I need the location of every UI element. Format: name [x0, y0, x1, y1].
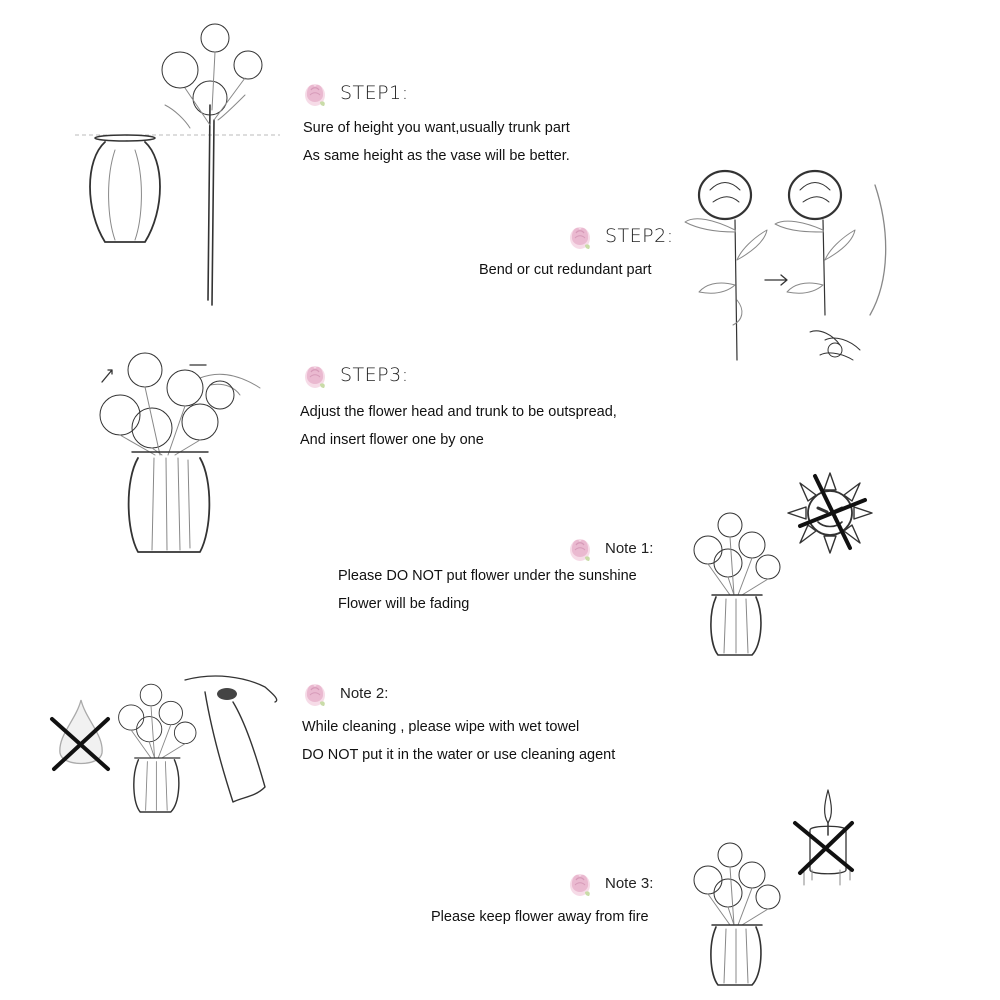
note2-towel-wiping-illustration — [115, 672, 290, 817]
pink-flower-icon — [565, 868, 595, 898]
step2-illustration — [675, 160, 895, 380]
crossed-candle-icon — [790, 785, 865, 895]
step2-text — [479, 256, 652, 284]
note2-title: Note 2: — [340, 684, 389, 702]
step2-heading — [565, 221, 674, 251]
crossed-sun-icon — [780, 468, 880, 558]
crossed-water-drop-icon — [48, 695, 118, 775]
note2-heading — [300, 678, 388, 708]
pink-flower-icon — [565, 221, 595, 251]
pink-flower-icon — [300, 78, 330, 108]
step2-title: STEP2: — [605, 225, 674, 247]
step3-heading — [300, 360, 409, 390]
step1-heading — [300, 78, 409, 108]
note3-title: Note 3: — [605, 874, 654, 892]
note2-line-2: DO NOT put it in the water or use cleaning agent — [302, 747, 616, 763]
note3-line-1: Please keep flower away from fire — [431, 909, 649, 925]
note3-text — [431, 903, 649, 931]
step1-text — [303, 114, 570, 170]
step1-title: STEP1: — [340, 82, 409, 104]
step3-text — [300, 398, 617, 454]
step3-title: STEP3: — [340, 364, 409, 386]
note1-title: Note 1: — [605, 539, 654, 557]
step1-illustration — [70, 10, 290, 310]
note1-line-1: Please DO NOT put flower under the sunshine — [338, 568, 637, 584]
pink-flower-icon — [300, 678, 330, 708]
step1-line-1: Sure of height you want,usually trunk part — [303, 120, 570, 136]
step3-line-2: And insert flower one by one — [300, 432, 484, 448]
pink-flower-icon — [300, 360, 330, 390]
note1-text — [338, 562, 637, 618]
note3-bouquet-illustration — [690, 835, 790, 990]
step3-line-1: Adjust the flower head and trunk to be outspread, — [300, 404, 617, 420]
note1-heading — [565, 533, 653, 563]
step2-line-1: Bend or cut redundant part — [479, 262, 652, 278]
note1-bouquet-illustration — [690, 505, 790, 660]
step3-illustration — [90, 340, 270, 560]
step1-line-2: As same height as the vase will be better. — [303, 148, 570, 164]
note2-line-1: While cleaning , please wipe with wet towel — [302, 719, 580, 735]
pink-flower-icon — [565, 533, 595, 563]
note3-heading — [565, 868, 653, 898]
note2-text — [302, 713, 615, 769]
note1-line-2: Flower will be fading — [338, 596, 470, 612]
